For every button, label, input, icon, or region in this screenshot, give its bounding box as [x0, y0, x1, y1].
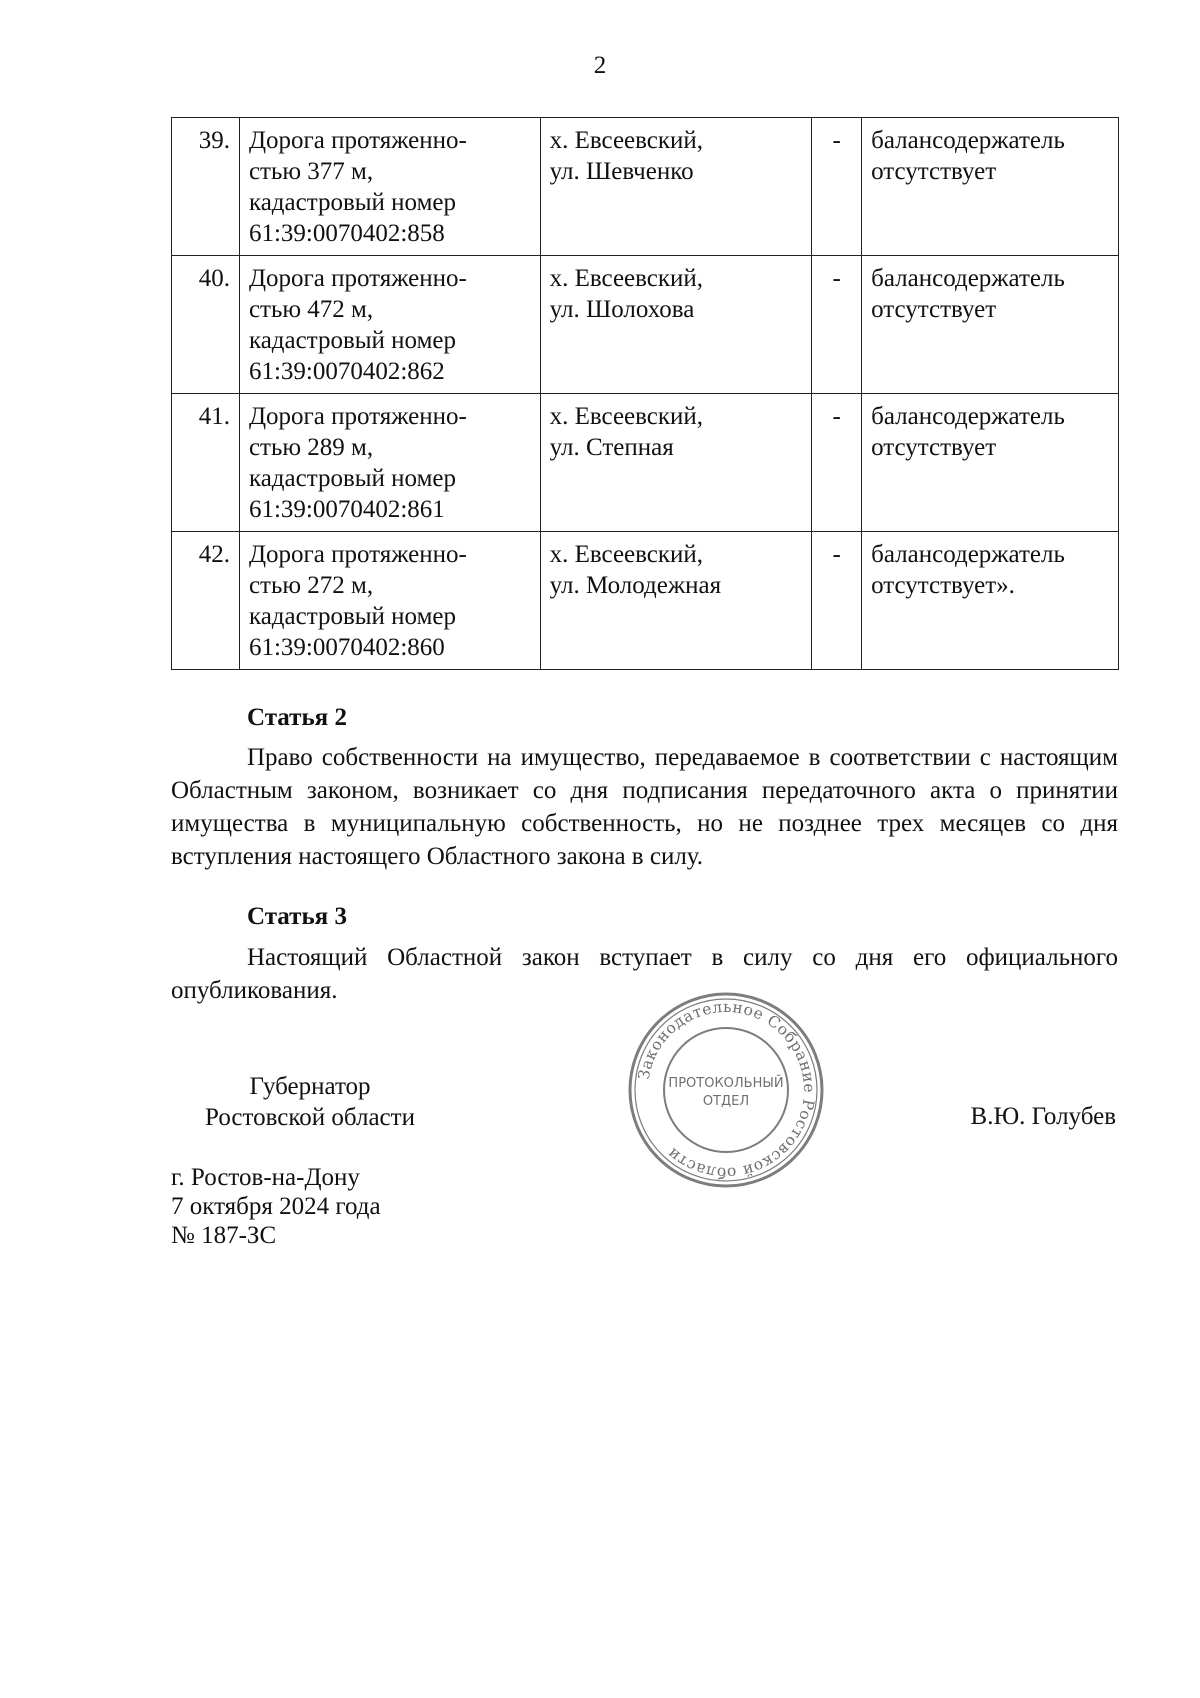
- article-2-title: Статья 2: [247, 704, 347, 731]
- article-2-text: Право собственности на имущество, передаваемое в соответствии с настоящим Областным законом, возникает со дня подписания передаточного акта о принятии имущества в муниципальную собственность, но не позднее трех месяцев со дня вступления настоящего Областного закона в силу.: [171, 744, 1118, 870]
- row-number: 40.: [172, 256, 240, 394]
- seal-inner-line-1: ПРОТОКОЛЬНЫЙ: [668, 1076, 784, 1091]
- governor-position: Губернатор Ростовской области: [205, 1073, 415, 1131]
- table-row: [172, 394, 1119, 532]
- table-row: [172, 532, 1119, 670]
- place-and-date: [171, 1163, 381, 1250]
- property-table: [171, 117, 1119, 670]
- object-address: х. Евсеевский, ул. Степная: [540, 394, 812, 532]
- article-3-text: Настоящий Областной закон вступает в силу со дня его официального опубликования.: [171, 944, 1118, 1004]
- object-name: Дорога протяженно- стью 272 м, кадастровый номер 61:39:0070402:860: [239, 532, 540, 670]
- row-number: 39.: [172, 118, 240, 256]
- object-name: Дорога протяженно- стью 289 м, кадастровый номер 61:39:0070402:861: [239, 394, 540, 532]
- object-name: Дорога протяженно- стью 472 м, кадастровый номер 61:39:0070402:862: [239, 256, 540, 394]
- seal-outer-text: Законодательное Собрание Ростовской области: [634, 997, 819, 1183]
- table-row: [172, 256, 1119, 394]
- balance-holder: балансодержатель отсутствует».: [862, 532, 1119, 670]
- article-3-title: Статья 3: [247, 903, 347, 930]
- date: 7 октября 2024 года: [171, 1193, 381, 1220]
- page-number: 2: [593, 52, 607, 79]
- object-dash: -: [812, 256, 862, 394]
- governor-name: В.Ю. Голубев: [970, 1103, 1116, 1130]
- city: г. Ростов-на-Дону: [171, 1164, 360, 1191]
- law-number: № 187-ЗС: [171, 1222, 277, 1249]
- object-address: х. Евсеевский, ул. Молодежная: [540, 532, 812, 670]
- row-number: 41.: [172, 394, 240, 532]
- official-seal: [626, 990, 826, 1190]
- object-dash: -: [812, 532, 862, 670]
- object-address: х. Евсеевский, ул. Шевченко: [540, 118, 812, 256]
- balance-holder: балансодержатель отсутствует: [862, 394, 1119, 532]
- object-name: Дорога протяженно- стью 377 м, кадастровый номер 61:39:0070402:858: [239, 118, 540, 256]
- seal-inner-line-2: ОТДЕЛ: [702, 1094, 750, 1109]
- balance-holder: балансодержатель отсутствует: [862, 256, 1119, 394]
- property-table-body: [172, 118, 1119, 670]
- object-dash: -: [812, 118, 862, 256]
- object-address: х. Евсеевский, ул. Шолохова: [540, 256, 812, 394]
- balance-holder: балансодержатель отсутствует: [862, 118, 1119, 256]
- table-row: [172, 118, 1119, 256]
- object-dash: -: [812, 394, 862, 532]
- row-number: 42.: [172, 532, 240, 670]
